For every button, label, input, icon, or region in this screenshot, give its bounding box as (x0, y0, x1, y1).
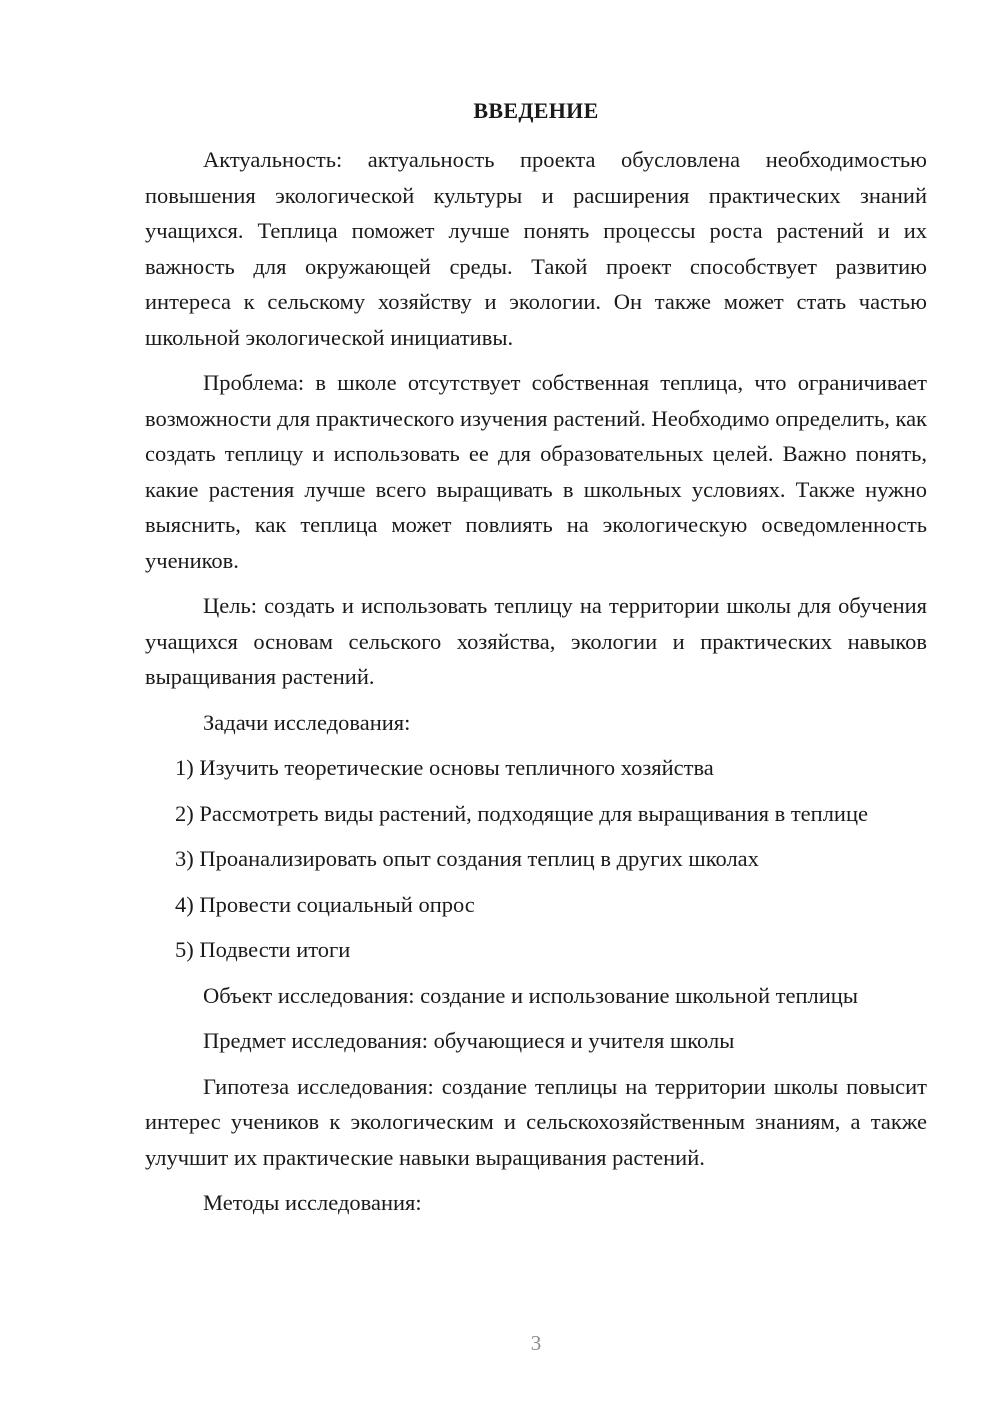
research-subject: Предмет исследования: обучающиеся и учителя школы (203, 1028, 735, 1053)
problem-paragraph: Проблема: в школе отсутствует собственная теплица, что ограничивает возможности для практического изучения растений. Необходимо определить, как создать теплицу и использовать ее для образовательных целей. Важно понять, какие растения лучше всего выращивать в школьных условиях. Также нужно выяснить, как теплица может повлиять на экологическую осведомленность учеников. (145, 370, 927, 573)
research-object: Объект исследования: создание и использование школьной теплицы (203, 982, 858, 1008)
methods-heading: Методы исследования: (203, 1190, 422, 1215)
page-number: 3 (530, 1331, 542, 1355)
task-item-1: 1) Изучить теоретические основы тепличного хозяйства (175, 755, 714, 780)
section-title: ВВЕДЕНИЕ (473, 98, 599, 123)
goal-paragraph: Цель: создать и использовать теплицу на территории школы для обучения учащихся основам сельского хозяйства, экологии и практических навыков выращивания растений. (145, 593, 927, 689)
task-item-2: 2) Рассмотреть виды растений, подходящие для выращивания в теплице (175, 800, 868, 826)
hypothesis-paragraph: Гипотеза исследования: создание теплицы на территории школы повысит интерес учеников к экологическим и сельскохозяйственным знаниям, а также улучшит их практические навыки выращивания растений. (145, 1073, 927, 1170)
task-item-3: 3) Проанализировать опыт создания теплиц в других школах (175, 846, 759, 871)
task-item-5: 5) Подвести итоги (175, 937, 351, 962)
document-body (145, 142, 927, 1221)
tasks-heading: Задачи исследования: (203, 709, 411, 735)
task-item-4: 4) Провести социальный опрос (175, 891, 475, 917)
relevance-paragraph: Актуальность: актуальность проекта обусловлена необходимостью повышения экологической культуры и расширения практических знаний учащихся. Теплица поможет лучше понять процессы роста растений и их важность для окружающей среды. Такой проект способствует развитию интереса к сельскому хозяйству и экологии. Он также может стать частью школьной экологической инициативы. (145, 147, 927, 350)
